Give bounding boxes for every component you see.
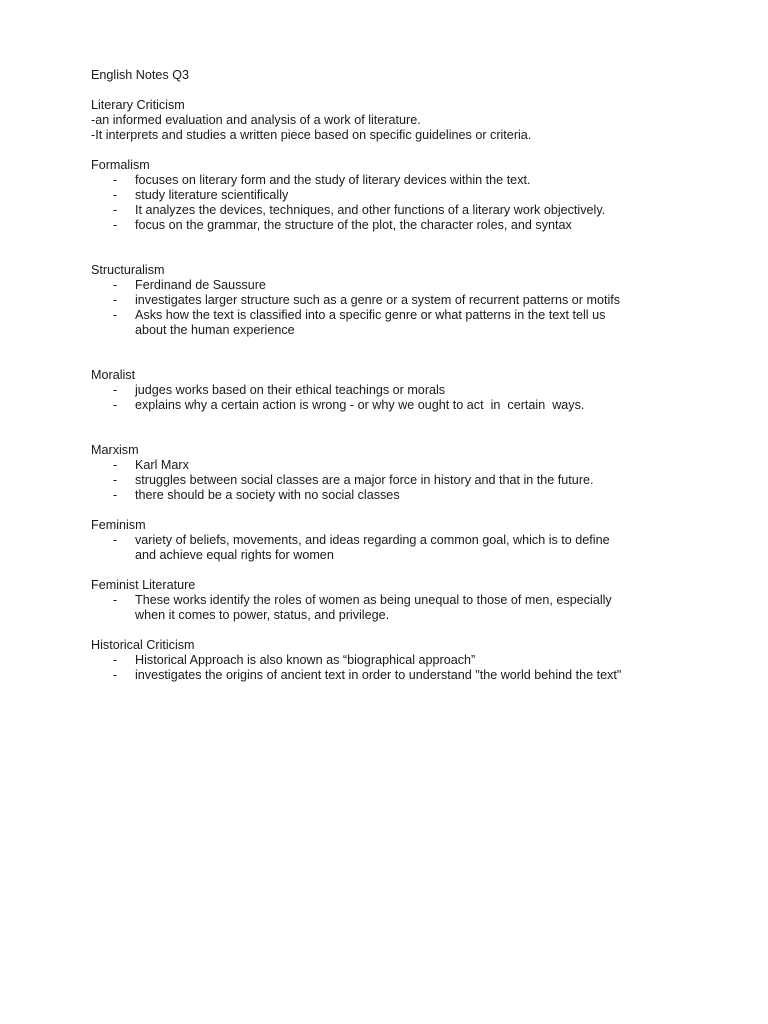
bullet-dash: - xyxy=(113,458,118,472)
intro-line: -It interprets and studies a written piece based on specific guidelines or criteria. xyxy=(91,128,532,142)
list-item xyxy=(91,458,731,473)
bullet-dash: - xyxy=(113,308,118,322)
section-heading: Historical Criticism xyxy=(91,638,195,652)
list-item xyxy=(91,488,731,503)
bullet-dash: - xyxy=(113,593,118,607)
bullet-dash: - xyxy=(113,188,118,202)
list-item-text-continued: and achieve equal rights for women xyxy=(135,548,334,562)
list-item xyxy=(91,173,731,188)
bullet-dash: - xyxy=(113,173,118,187)
page-title: English Notes Q3 xyxy=(91,68,190,82)
list-item-text: investigates the origins of ancient text in order to understand "the world behind the text" xyxy=(135,668,622,682)
section-heading: Marxism xyxy=(91,443,139,457)
section-heading: Structuralism xyxy=(91,263,165,277)
bullet-dash: - xyxy=(113,203,118,217)
list-item-text: judges works based on their ethical teachings or morals xyxy=(135,383,446,397)
list-item-text: It analyzes the devices, techniques, and other functions of a literary work objectively. xyxy=(135,203,606,217)
section-literary-criticism xyxy=(91,98,731,143)
list-item xyxy=(91,653,731,668)
list-item-text: Historical Approach is also known as “biographical approach” xyxy=(135,653,476,667)
list-item-text: struggles between social classes are a major force in history and that in the future. xyxy=(135,473,594,487)
bullet-list xyxy=(91,458,731,503)
bullet-list xyxy=(91,653,731,683)
section-heading: Literary Criticism xyxy=(91,98,185,112)
list-item-text: focuses on literary form and the study of literary devices within the text. xyxy=(135,173,531,187)
section-formalism xyxy=(91,158,731,233)
list-item xyxy=(91,188,731,203)
section-historical-criticism xyxy=(91,638,731,683)
bullet-dash: - xyxy=(113,488,118,502)
bullet-dash: - xyxy=(113,668,118,682)
list-item-text: there should be a society with no social classes xyxy=(135,488,400,502)
bullet-dash: - xyxy=(113,473,118,487)
list-item-text: Asks how the text is classified into a specific genre or what patterns in the text tell us xyxy=(135,308,606,322)
intro-line: -an informed evaluation and analysis of a work of literature. xyxy=(91,113,421,127)
list-item-text: focus on the grammar, the structure of the plot, the character roles, and syntax xyxy=(135,218,572,232)
section-feminism xyxy=(91,518,731,563)
bullet-dash: - xyxy=(113,278,118,292)
list-item-text: investigates larger structure such as a genre or a system of recurrent patterns or motifs xyxy=(135,293,621,307)
list-item-text-continued: when it comes to power, status, and privilege. xyxy=(135,608,390,622)
bullet-list xyxy=(91,383,731,413)
list-item xyxy=(91,293,731,308)
list-item xyxy=(91,668,731,683)
section-marxism xyxy=(91,443,731,503)
section-heading: Feminism xyxy=(91,518,146,532)
section-heading: Feminist Literature xyxy=(91,578,196,592)
bullet-list xyxy=(91,593,731,623)
list-item xyxy=(91,278,731,293)
list-item-text: variety of beliefs, movements, and ideas regarding a common goal, which is to define xyxy=(135,533,610,547)
list-item-text: explains why a certain action is wrong - or why we ought to act in certain ways. xyxy=(135,398,585,412)
bullet-list xyxy=(91,278,731,338)
list-item-text: Ferdinand de Saussure xyxy=(135,278,266,292)
list-item xyxy=(91,218,731,233)
bullet-dash: - xyxy=(113,383,118,397)
bullet-list xyxy=(91,533,731,563)
section-structuralism xyxy=(91,263,731,338)
bullet-dash: - xyxy=(113,218,118,232)
list-item xyxy=(91,398,731,413)
bullet-dash: - xyxy=(113,398,118,412)
list-item-text: These works identify the roles of women as being unequal to those of men, especially xyxy=(135,593,612,607)
list-item-text: study literature scientifically xyxy=(135,188,289,202)
list-item-text: Karl Marx xyxy=(135,458,189,472)
bullet-list xyxy=(91,173,731,233)
section-heading: Moralist xyxy=(91,368,136,382)
list-item xyxy=(91,473,731,488)
list-item xyxy=(91,383,731,398)
list-item xyxy=(91,533,731,563)
list-item xyxy=(91,593,731,623)
bullet-dash: - xyxy=(113,653,118,667)
bullet-dash: - xyxy=(113,533,118,547)
section-feminist-literature xyxy=(91,578,731,623)
bullet-dash: - xyxy=(113,293,118,307)
section-heading: Formalism xyxy=(91,158,150,172)
list-item-text-continued: about the human experience xyxy=(135,323,295,337)
list-item xyxy=(91,308,731,338)
document-page xyxy=(91,68,731,683)
list-item xyxy=(91,203,731,218)
section-moralist xyxy=(91,368,731,413)
